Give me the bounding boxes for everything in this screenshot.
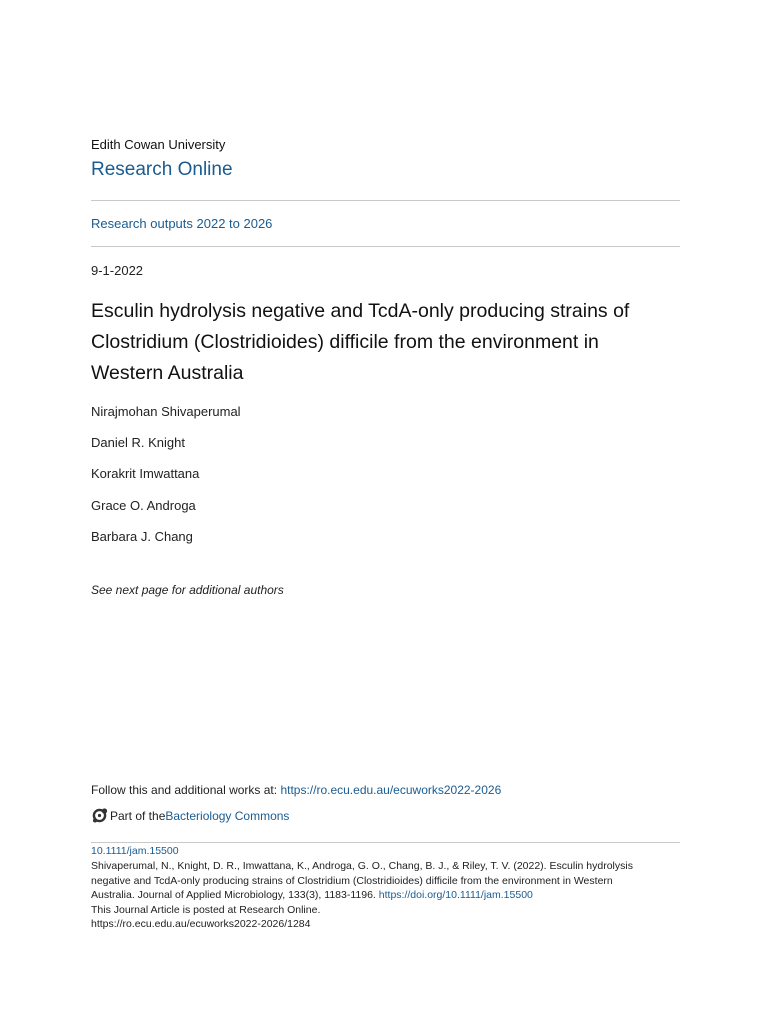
- title-line: Western Australia: [91, 362, 244, 384]
- citation-line: negative and TcdA-only producing strains of Clostridium (Clostridioides) difficile from the environment in Western: [91, 874, 613, 887]
- citation-block: [91, 859, 681, 932]
- author-name: Grace O. Androga: [91, 498, 196, 513]
- title-line: Clostridium (Clostridioides) difficile from the environment in: [91, 331, 599, 353]
- repository-link[interactable]: Research Online: [91, 159, 233, 180]
- bacteriology-commons-link[interactable]: Bacteriology Commons: [165, 808, 290, 823]
- doi-link[interactable]: 10.1111/jam.15500: [91, 845, 179, 857]
- handle-url: https://ro.ecu.edu.au/ecuworks2022-2026/1284: [91, 918, 311, 930]
- citation-line: Shivaperumal, N., Knight, D. R., Imwattana, K., Androga, G. O., Chang, B. J., & Riley, T. V. (2022). Esculin hydrolysis: [91, 860, 633, 872]
- divider-footer: [91, 842, 680, 843]
- part-of-text: Part of the: [110, 808, 166, 823]
- citation-text: Australia. Journal of Applied Microbiology, 133(3), 1183-1196.: [91, 889, 379, 901]
- divider-top: [91, 200, 680, 201]
- follow-text: Follow this and additional works at:: [91, 783, 281, 797]
- posted-note: This Journal Article is posted at Research Online.: [91, 903, 321, 916]
- divider-bottom: [91, 246, 680, 247]
- collection-link[interactable]: Research outputs 2022 to 2026: [91, 216, 273, 231]
- author-name: Nirajmohan Shivaperumal: [91, 404, 241, 419]
- publication-date: 9-1-2022: [91, 263, 144, 278]
- part-of-line: [91, 808, 289, 823]
- network-commons-icon: [91, 808, 108, 823]
- additional-authors-note: See next page for additional authors: [91, 583, 284, 597]
- follow-line: [91, 783, 501, 797]
- follow-url-link[interactable]: https://ro.ecu.edu.au/ecuworks2022-2026: [280, 783, 502, 797]
- title-line: Esculin hydrolysis negative and TcdA-only producing strains of: [91, 300, 630, 322]
- citation-doi-link[interactable]: https://doi.org/10.1111/jam.15500: [378, 889, 533, 901]
- institution-name: Edith Cowan University: [91, 137, 226, 152]
- article-title: [91, 296, 671, 389]
- author-name: Barbara J. Chang: [91, 529, 193, 544]
- author-name: Daniel R. Knight: [91, 435, 185, 450]
- author-name: Korakrit Imwattana: [91, 466, 200, 481]
- citation-line: [91, 888, 681, 903]
